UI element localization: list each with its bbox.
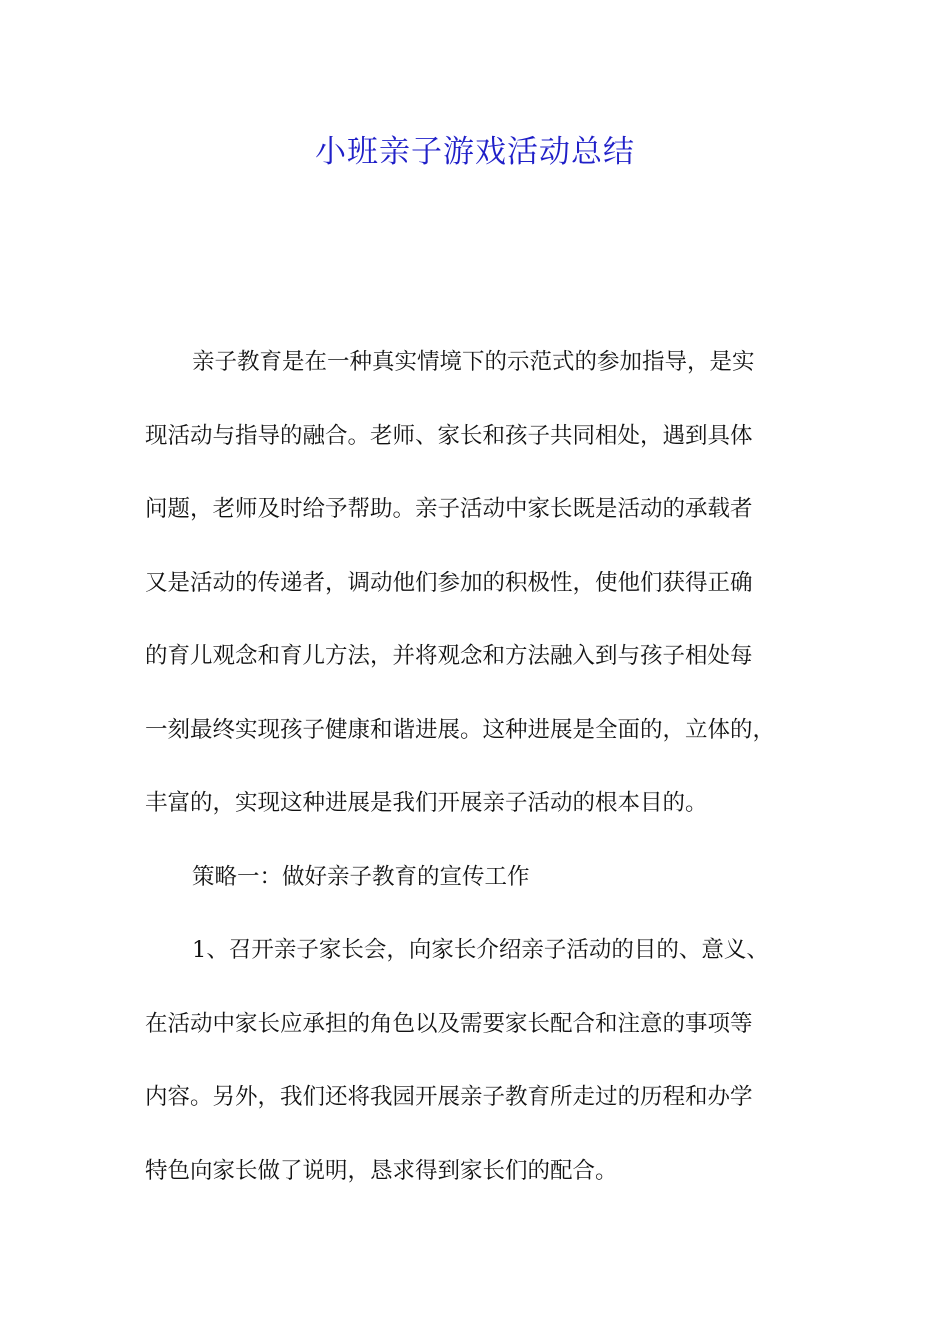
body-line: 现活动与指导的融合。老师、家长和孩子共同相处，遇到具体 xyxy=(145,422,753,449)
body-line: 1、召开亲子家长会，向家长介绍亲子活动的目的、意义、 xyxy=(192,937,769,963)
document-body xyxy=(145,342,835,1224)
body-line: 一刻最终实现孩子健康和谐进展。这种进展是全面的，立体的， xyxy=(145,716,776,743)
body-line: 丰富的，实现这种进展是我们开展亲子活动的根本目的。 xyxy=(145,790,708,816)
body-line: 内容。另外，我们还将我园开展亲子教育所走过的历程和办学 xyxy=(145,1084,753,1110)
body-line: 亲子教育是在一种真实情境下的示范式的参加指导，是实 xyxy=(192,349,755,375)
body-line: 在活动中家长应承担的角色以及需要家长配合和注意的事项等 xyxy=(145,1010,753,1037)
body-line: 的育儿观念和育儿方法，并将观念和方法融入到与孩子相处每 xyxy=(145,643,753,669)
document-title: 小班亲子游戏活动总结 xyxy=(315,134,635,170)
body-line: 问题，老师及时给予帮助。亲子活动中家长既是活动的承载者 xyxy=(145,496,753,522)
body-line: 特色向家长做了说明，恳求得到家长们的配合。 xyxy=(145,1157,618,1184)
section-heading: 策略一：做好亲子教育的宣传工作 xyxy=(192,863,530,890)
body-line: 又是活动的传递者，调动他们参加的积极性，使他们获得正确 xyxy=(145,569,753,596)
